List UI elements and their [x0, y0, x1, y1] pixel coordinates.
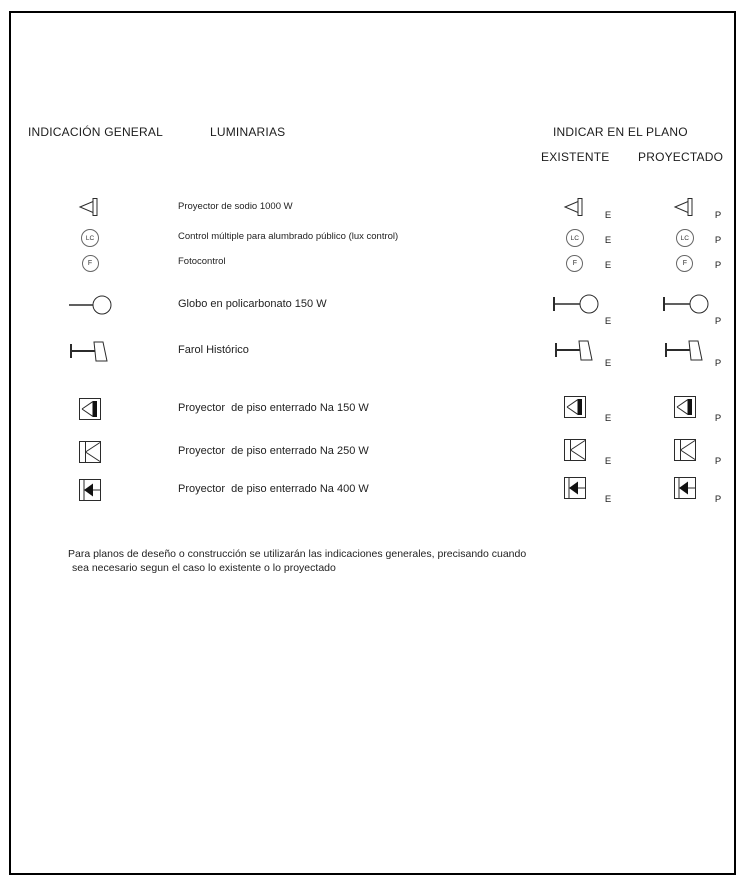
table-row: [0, 436, 753, 468]
table-row: [0, 474, 753, 506]
lux-control-icon: LC: [549, 229, 601, 247]
existente-mark-cell: [540, 476, 620, 505]
existente-mark: E: [604, 494, 612, 505]
historic-lantern-icon: [549, 335, 601, 365]
row-label: Proyector de piso enterrado Na 400 W: [178, 483, 369, 495]
photocontrol-icon: F: [659, 255, 711, 272]
table-row: [0, 191, 753, 223]
proyectado-mark-cell: [650, 438, 730, 467]
polycarbonate-globe-icon: [62, 287, 118, 323]
proyectado-mark: P: [714, 358, 722, 369]
lux-control-icon: LC: [659, 229, 711, 247]
historic-lantern-icon: [659, 335, 711, 365]
header-existente: EXISTENTE: [541, 150, 610, 164]
proyectado-mark-cell: [650, 222, 730, 247]
proyectado-mark: P: [714, 413, 722, 424]
existente-mark-cell: [540, 247, 620, 272]
buried-floor-projector-150-icon: [549, 395, 601, 419]
row-label: Farol Histórico: [178, 344, 249, 356]
proyectado-mark: P: [714, 494, 722, 505]
proyectado-mark-cell: [650, 291, 730, 327]
existente-mark: E: [604, 456, 612, 467]
existente-mark-cell: [540, 438, 620, 467]
row-label: Globo en policarbonato 150 W: [178, 298, 327, 310]
proyectado-mark-cell: [650, 191, 730, 221]
historic-lantern-icon: [62, 333, 118, 369]
row-label: Proyector de piso enterrado Na 150 W: [178, 402, 369, 414]
header-luminarias: LUMINARIAS: [210, 125, 286, 139]
photocontrol-icon: [62, 247, 118, 279]
buried-floor-projector-250-icon: [62, 436, 118, 468]
existente-mark: E: [604, 210, 612, 221]
existente-mark-cell: [540, 395, 620, 424]
table-row: [0, 287, 753, 327]
footnote: [68, 547, 526, 575]
existente-mark: E: [604, 260, 612, 271]
buried-floor-projector-150-icon: [659, 395, 711, 419]
header-indicacion-general: INDICACIÓN GENERAL: [28, 125, 163, 139]
existente-mark: E: [604, 316, 612, 327]
lux-control-icon: LC: [81, 229, 99, 247]
existente-mark-cell: [540, 335, 620, 369]
row-label: Control múltiple para alumbrado público (lux control): [178, 231, 399, 242]
sodium-projector-icon: [659, 197, 711, 217]
proyectado-mark: P: [714, 210, 722, 221]
proyectado-mark: P: [714, 235, 722, 246]
proyectado-mark-cell: [650, 335, 730, 369]
proyectado-mark-cell: [650, 476, 730, 505]
row-label: Proyector de piso enterrado Na 250 W: [178, 445, 369, 457]
buried-floor-projector-150-icon: [62, 393, 118, 425]
table-row: [0, 247, 753, 279]
header-indicar-en-el-plano: INDICAR EN EL PLANO: [553, 125, 688, 139]
existente-mark-cell: [540, 222, 620, 247]
proyectado-mark: P: [714, 316, 722, 327]
buried-floor-projector-250-icon: [659, 438, 711, 462]
sodium-projector-icon: [62, 191, 118, 223]
proyectado-mark-cell: [650, 395, 730, 424]
photocontrol-icon: F: [82, 255, 99, 272]
row-label: Proyector de sodio 1000 W: [178, 201, 293, 212]
buried-floor-projector-400-icon: [549, 476, 601, 500]
proyectado-mark-cell: [650, 247, 730, 272]
existente-mark-cell: [540, 191, 620, 221]
existente-mark: E: [604, 358, 612, 369]
table-row: [0, 333, 753, 369]
footnote-line-2: sea necesario segun el caso lo existente o lo proyectado: [72, 562, 336, 574]
table-row: [0, 393, 753, 425]
header-proyectado: PROYECTADO: [638, 150, 724, 164]
buried-floor-projector-400-icon: [659, 476, 711, 500]
row-label: Fotocontrol: [178, 256, 226, 267]
sodium-projector-icon: [549, 197, 601, 217]
existente-mark: E: [604, 235, 612, 246]
proyectado-mark: P: [714, 260, 722, 271]
buried-floor-projector-400-icon: [62, 474, 118, 506]
buried-floor-projector-250-icon: [549, 438, 601, 462]
polycarbonate-globe-icon: [659, 291, 711, 317]
existente-mark: E: [604, 413, 612, 424]
photocontrol-icon: F: [549, 255, 601, 272]
proyectado-mark: P: [714, 456, 722, 467]
footnote-line-1: Para planos de deseño o construcción se utilizarán las indicaciones generales, precisando cuando: [68, 548, 527, 560]
existente-mark-cell: [540, 291, 620, 327]
polycarbonate-globe-icon: [549, 291, 601, 317]
